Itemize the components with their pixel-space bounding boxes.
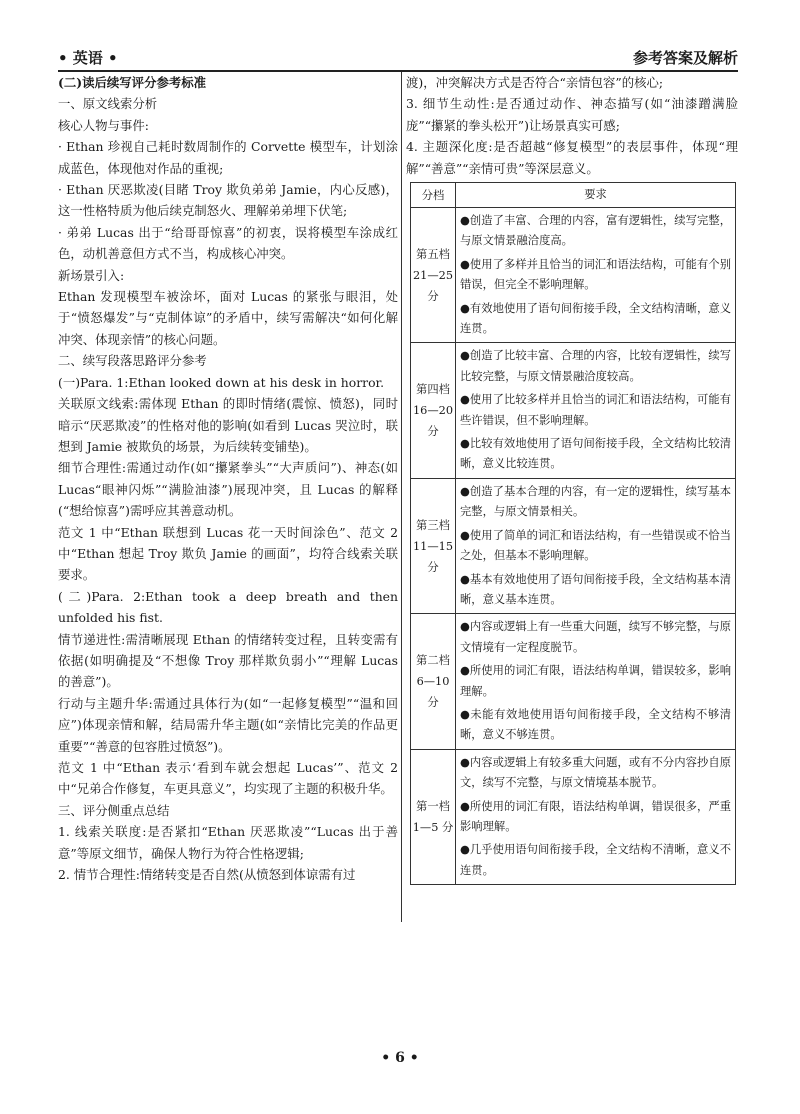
- paragraph: 二、续写段落思路评分参考: [58, 353, 207, 369]
- grade-score: 11—15: [412, 539, 454, 553]
- paragraph: 核心人物与事件:: [58, 117, 149, 133]
- requirement-item: ●所使用的词汇有限，语法结构单调，错误很多，严重影响理解。: [460, 799, 731, 833]
- requirement-item: ●比较有效地使用了语句间衔接手段，全文结构比较清晰，意义比较连贯。: [460, 437, 731, 471]
- requirements-cell: [456, 343, 736, 478]
- grade-level: 第五档: [416, 247, 450, 261]
- column-divider: [401, 72, 402, 922]
- requirement-item: ●有效地使用了语句间衔接手段，全文结构清晰，意义连贯。: [460, 301, 731, 336]
- header-requirements: 要求: [456, 183, 736, 208]
- requirement-item: ●使用了简单的词汇和语法结构，有一些错误或不恰当之处，但基本不影响理解。: [460, 528, 731, 563]
- grade-score: 21—25: [412, 268, 454, 282]
- table-row: [411, 478, 736, 613]
- paragraph: 范文 1 中“Ethan 联想到 Lucas 花一天时间涂色”、范文 2 中“Ethan 想起 Troy 欺负 Jamie 的画面”，均符合线索关联要求。: [58, 524, 398, 583]
- grade-level-cell: [411, 749, 456, 884]
- paragraph: 新场景引入:: [58, 267, 125, 283]
- grade-level-cell: [411, 478, 456, 613]
- paragraph: Ethan 发现模型车被涂坏，面对 Lucas 的紧张与眼泪，处于“愤怒爆发”与“克制体谅”的矛盾中，续写需解决“如何化解冲突、体现亲情”的核心问题。: [58, 289, 398, 347]
- grade-unit: 分: [427, 289, 439, 303]
- paragraph: 4. 主题深化度:是否超越“修复模型”的表层事件，体现“理解”“善意”“亲情可贵”等深层意义。: [406, 139, 738, 176]
- requirement-item: ●内容或逻辑上有一些重大问题，续写不够完整，与原文情境有一定程度脱节。: [460, 620, 731, 654]
- requirement-item: ●内容或逻辑上有较多重大问题，或有不分内容抄自原文，续写不完整，与原文情境基本脱节。: [460, 755, 731, 790]
- paragraph: · Ethan 厌恶欺凌(目睹 Troy 欺负弟弟 Jamie，内心反感)，这一性格特质为他后续克制怒火、理解弟弟埋下伏笔;: [58, 182, 398, 219]
- paragraph: · 弟弟 Lucas 出于“给哥哥惊喜”的初衷，误将模型车涂成红色，动机善意但方式不当，构成核心冲突。: [58, 224, 398, 262]
- grade-level-cell: [411, 614, 456, 749]
- grade-level: 第四档: [416, 383, 450, 397]
- paragraph: 渡)，冲突解决方式是否符合“亲情包容”的核心;: [406, 75, 664, 90]
- requirement-item: ●使用了多样并且恰当的词汇和语法结构，可能有个别错误，但完全不影响理解。: [460, 257, 731, 292]
- requirement-item: ●使用了比较多样并且恰当的词汇和语法结构，可能有些许错误，但不影响理解。: [460, 393, 731, 427]
- grade-level: 第三档: [416, 518, 450, 532]
- left-column: [58, 72, 398, 885]
- grade-score: 1—5 分: [412, 820, 454, 834]
- subject-label: • 英语 •: [58, 49, 118, 67]
- requirements-cell: [456, 749, 736, 884]
- requirement-item: ●所使用的词汇有限，语法结构单调，错误较多，影响理解。: [460, 664, 731, 698]
- paragraph: 关联原文线索:需体现 Ethan 的即时情绪(震惊、愤怒)，同时暗示“厌恶欺凌”的性格对他的影响(如看到 Lucas 哭泣时，联想到 Jamie 被欺负的场景，为后续转变铺垫)。: [58, 396, 398, 454]
- grade-level-cell: [411, 208, 456, 343]
- right-column: [406, 72, 738, 179]
- grade-level: 第一档: [416, 799, 450, 813]
- grading-table: [410, 182, 736, 885]
- page-header: [58, 44, 738, 72]
- paragraph: 1. 线索关联度:是否紧扣“Ethan 厌恶欺凌”“Lucas 出于善意”等原文细节，确保人物行为符合性格逻辑;: [58, 824, 398, 861]
- requirement-item: ●未能有效地使用语句间衔接手段，全文结构不够清晰，意义不够连贯。: [460, 707, 731, 742]
- requirements-cell: [456, 208, 736, 343]
- requirement-item: ●基本有效地使用了语句间衔接手段，全文结构基本清晰，意义基本连贯。: [460, 572, 731, 606]
- paragraph: (一)Para. 1:Ethan looked down at his desk in horror.: [58, 374, 385, 390]
- requirement-item: ●创造了基本合理的内容，有一定的逻辑性，续写基本完整，与原文情景相关。: [460, 484, 731, 519]
- paragraph: 3. 细节生动性:是否通过动作、神态描写(如“油漆蹭满脸庞”“攥紧的拳头松开”)让场景真实可感;: [406, 96, 738, 133]
- requirement-item: ●创造了丰富、合理的内容，富有逻辑性，续写完整，与原文情景融洽度高。: [460, 214, 731, 248]
- paragraph: (二)读后续写评分参考标准: [58, 75, 207, 90]
- header-level: 分档: [411, 183, 456, 208]
- requirement-item: ●创造了比较丰富、合理的内容，比较有逻辑性，续写比较完整，与原文情景融洽度较高。: [460, 349, 731, 383]
- table-row: [411, 614, 736, 749]
- paragraph: 行动与主题升华:需通过具体行为(如“一起修复模型”“温和回应”)体现亲情和解，结局需升华主题(如“亲情比完美的作品更重要”“善意的包容胜过愤怒”)。: [58, 695, 398, 754]
- requirement-item: ●几乎使用语句间衔接手段，全文结构不清晰，意义不连贯。: [460, 843, 731, 877]
- paragraph: 范文 1 中“Ethan 表示‘看到车就会想起 Lucas’”、范文 2 中“兄弟合作修复，车更具意义”，均实现了主题的积极升华。: [58, 760, 398, 797]
- paragraph: 一、原文线索分析: [58, 96, 158, 112]
- paragraph: 2. 情节合理性:情绪转变是否自然(从愤怒到体谅需有过: [58, 867, 356, 883]
- grade-level-cell: [411, 343, 456, 478]
- table-row: [411, 749, 736, 884]
- grade-unit: 分: [427, 560, 439, 574]
- grade-score: 16—20: [412, 404, 454, 418]
- table-row: [411, 343, 736, 478]
- table-row: [411, 208, 736, 343]
- paragraph: 情节递进性:需清晰展现 Ethan 的情绪转变过程，且转变需有依据(如明确提及“不想像 Troy 那样欺负弱小”“理解 Lucas 的善意”)。: [58, 631, 398, 690]
- grade-score: 6—10 分: [416, 675, 450, 710]
- grade-unit: 分: [427, 425, 439, 439]
- requirements-cell: [456, 478, 736, 613]
- grade-level: 第二档: [416, 654, 450, 668]
- table-header-row: [411, 183, 736, 208]
- requirements-cell: [456, 614, 736, 749]
- section-title: 参考答案及解析: [632, 49, 738, 67]
- page-number: • 6 •: [381, 1050, 419, 1066]
- paragraph: 细节合理性:需通过动作(如“攥紧拳头”“大声质问”)、神态(如 Lucas“眼神闪烁”“满脸油漆”)展现冲突，且 Lucas 的解释(“想给惊喜”)需呼应其善意动机。: [58, 460, 398, 519]
- paragraph: (二)Para. 2:Ethan took a deep breath and then unfolded his fist.: [58, 588, 398, 626]
- paragraph: 三、评分侧重点总结: [58, 802, 170, 818]
- paragraph: · Ethan 珍视自己耗时数周制作的 Corvette 模型车，计划涂成蓝色，体现他对作品的重视;: [58, 139, 398, 176]
- grading-table-body: [411, 208, 736, 885]
